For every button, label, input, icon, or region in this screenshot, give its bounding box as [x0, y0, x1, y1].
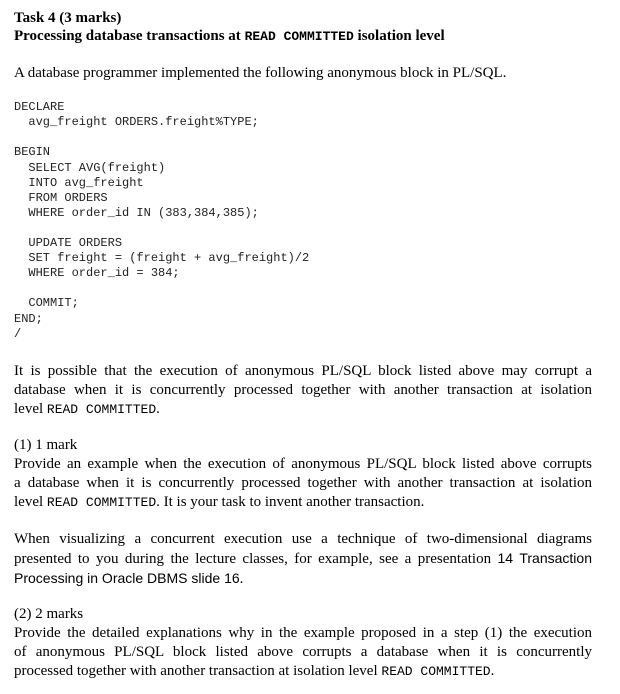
intro-text: A database programmer implemented the following anonymous block in PL/SQL.: [14, 65, 507, 81]
question-heading: (2) 2 marks: [14, 606, 84, 622]
text-fragment: .: [239, 571, 244, 587]
text-fragment: . It is your task to invent another transaction.: [156, 494, 425, 510]
code-select-4: WHERE order_id IN (383,384,385);: [14, 206, 259, 220]
code-update-2: SET freight = (freight + avg_freight)/2: [14, 251, 310, 265]
code-slash: /: [14, 327, 22, 341]
para-line: Provide an example when the execution of anonymous PL/SQL block listed above corrupts: [14, 456, 592, 472]
code-update-3: WHERE order_id = 384;: [14, 266, 180, 280]
question-1: [14, 436, 592, 512]
para-line: [14, 569, 592, 589]
question-heading: (1) 1 mark: [14, 437, 78, 453]
para-line: It is possible that the execution of anonymous PL/SQL block listed above may corrupt a: [14, 363, 592, 379]
code-select-3: FROM ORDERS: [14, 191, 108, 205]
code-declare-var: avg_freight ORDERS.freight%TYPE;: [14, 115, 259, 129]
code-select-1: SELECT AVG(freight): [14, 161, 166, 175]
para-line: [14, 400, 592, 419]
subtitle-prefix: Processing database transactions at: [14, 28, 245, 44]
para-line: a database when it is concurrently processed together with another transaction at isolation: [14, 475, 592, 491]
presentation-reference: Processing in Oracle DBMS slide 16: [14, 570, 240, 586]
isolation-level-code: READ COMMITTED: [46, 495, 157, 510]
subtitle-code: READ COMMITTED: [244, 29, 354, 44]
text-fragment: .: [156, 401, 160, 417]
task-title: Task 4 (3 marks): [14, 10, 122, 26]
presentation-reference: 14 Transaction: [497, 550, 592, 566]
para-line: [14, 493, 592, 512]
text-fragment: .: [490, 663, 495, 679]
code-end: END;: [14, 312, 43, 326]
code-commit: COMMIT;: [14, 296, 79, 310]
task-subtitle: [14, 27, 445, 46]
question-2: [14, 605, 592, 681]
visualization-paragraph: [14, 530, 592, 589]
para-line: When visualizing a concurrent execution use a technique of two-dimensional diagrams: [14, 531, 592, 547]
code-begin: BEGIN: [14, 145, 51, 159]
code-update-1: UPDATE ORDERS: [14, 236, 123, 250]
para-line: of anonymous PL/SQL block listed above corrupts a database when it is concurrently: [14, 644, 592, 660]
para-line: [14, 549, 592, 569]
text-fragment: processed together with another transaction at isolation level: [14, 663, 382, 679]
explanation-paragraph: [14, 362, 592, 419]
para-line: Provide the detailed explanations why in the example proposed in a step (1) the execution: [14, 625, 592, 641]
code-declare: DECLARE: [14, 100, 65, 114]
text-fragment: level: [14, 401, 47, 417]
subtitle-suffix: isolation level: [353, 28, 445, 44]
text-fragment: level: [14, 494, 47, 510]
isolation-level-code: READ COMMITTED: [381, 664, 491, 679]
isolation-level-code: READ COMMITTED: [46, 402, 157, 417]
para-line: database when it is concurrently processed together with another transaction at isolation: [14, 382, 592, 398]
para-line: [14, 662, 592, 681]
code-select-2: INTO avg_freight: [14, 176, 144, 190]
text-fragment: presented to you during the lecture classes, for example, see a presentation: [14, 551, 498, 567]
